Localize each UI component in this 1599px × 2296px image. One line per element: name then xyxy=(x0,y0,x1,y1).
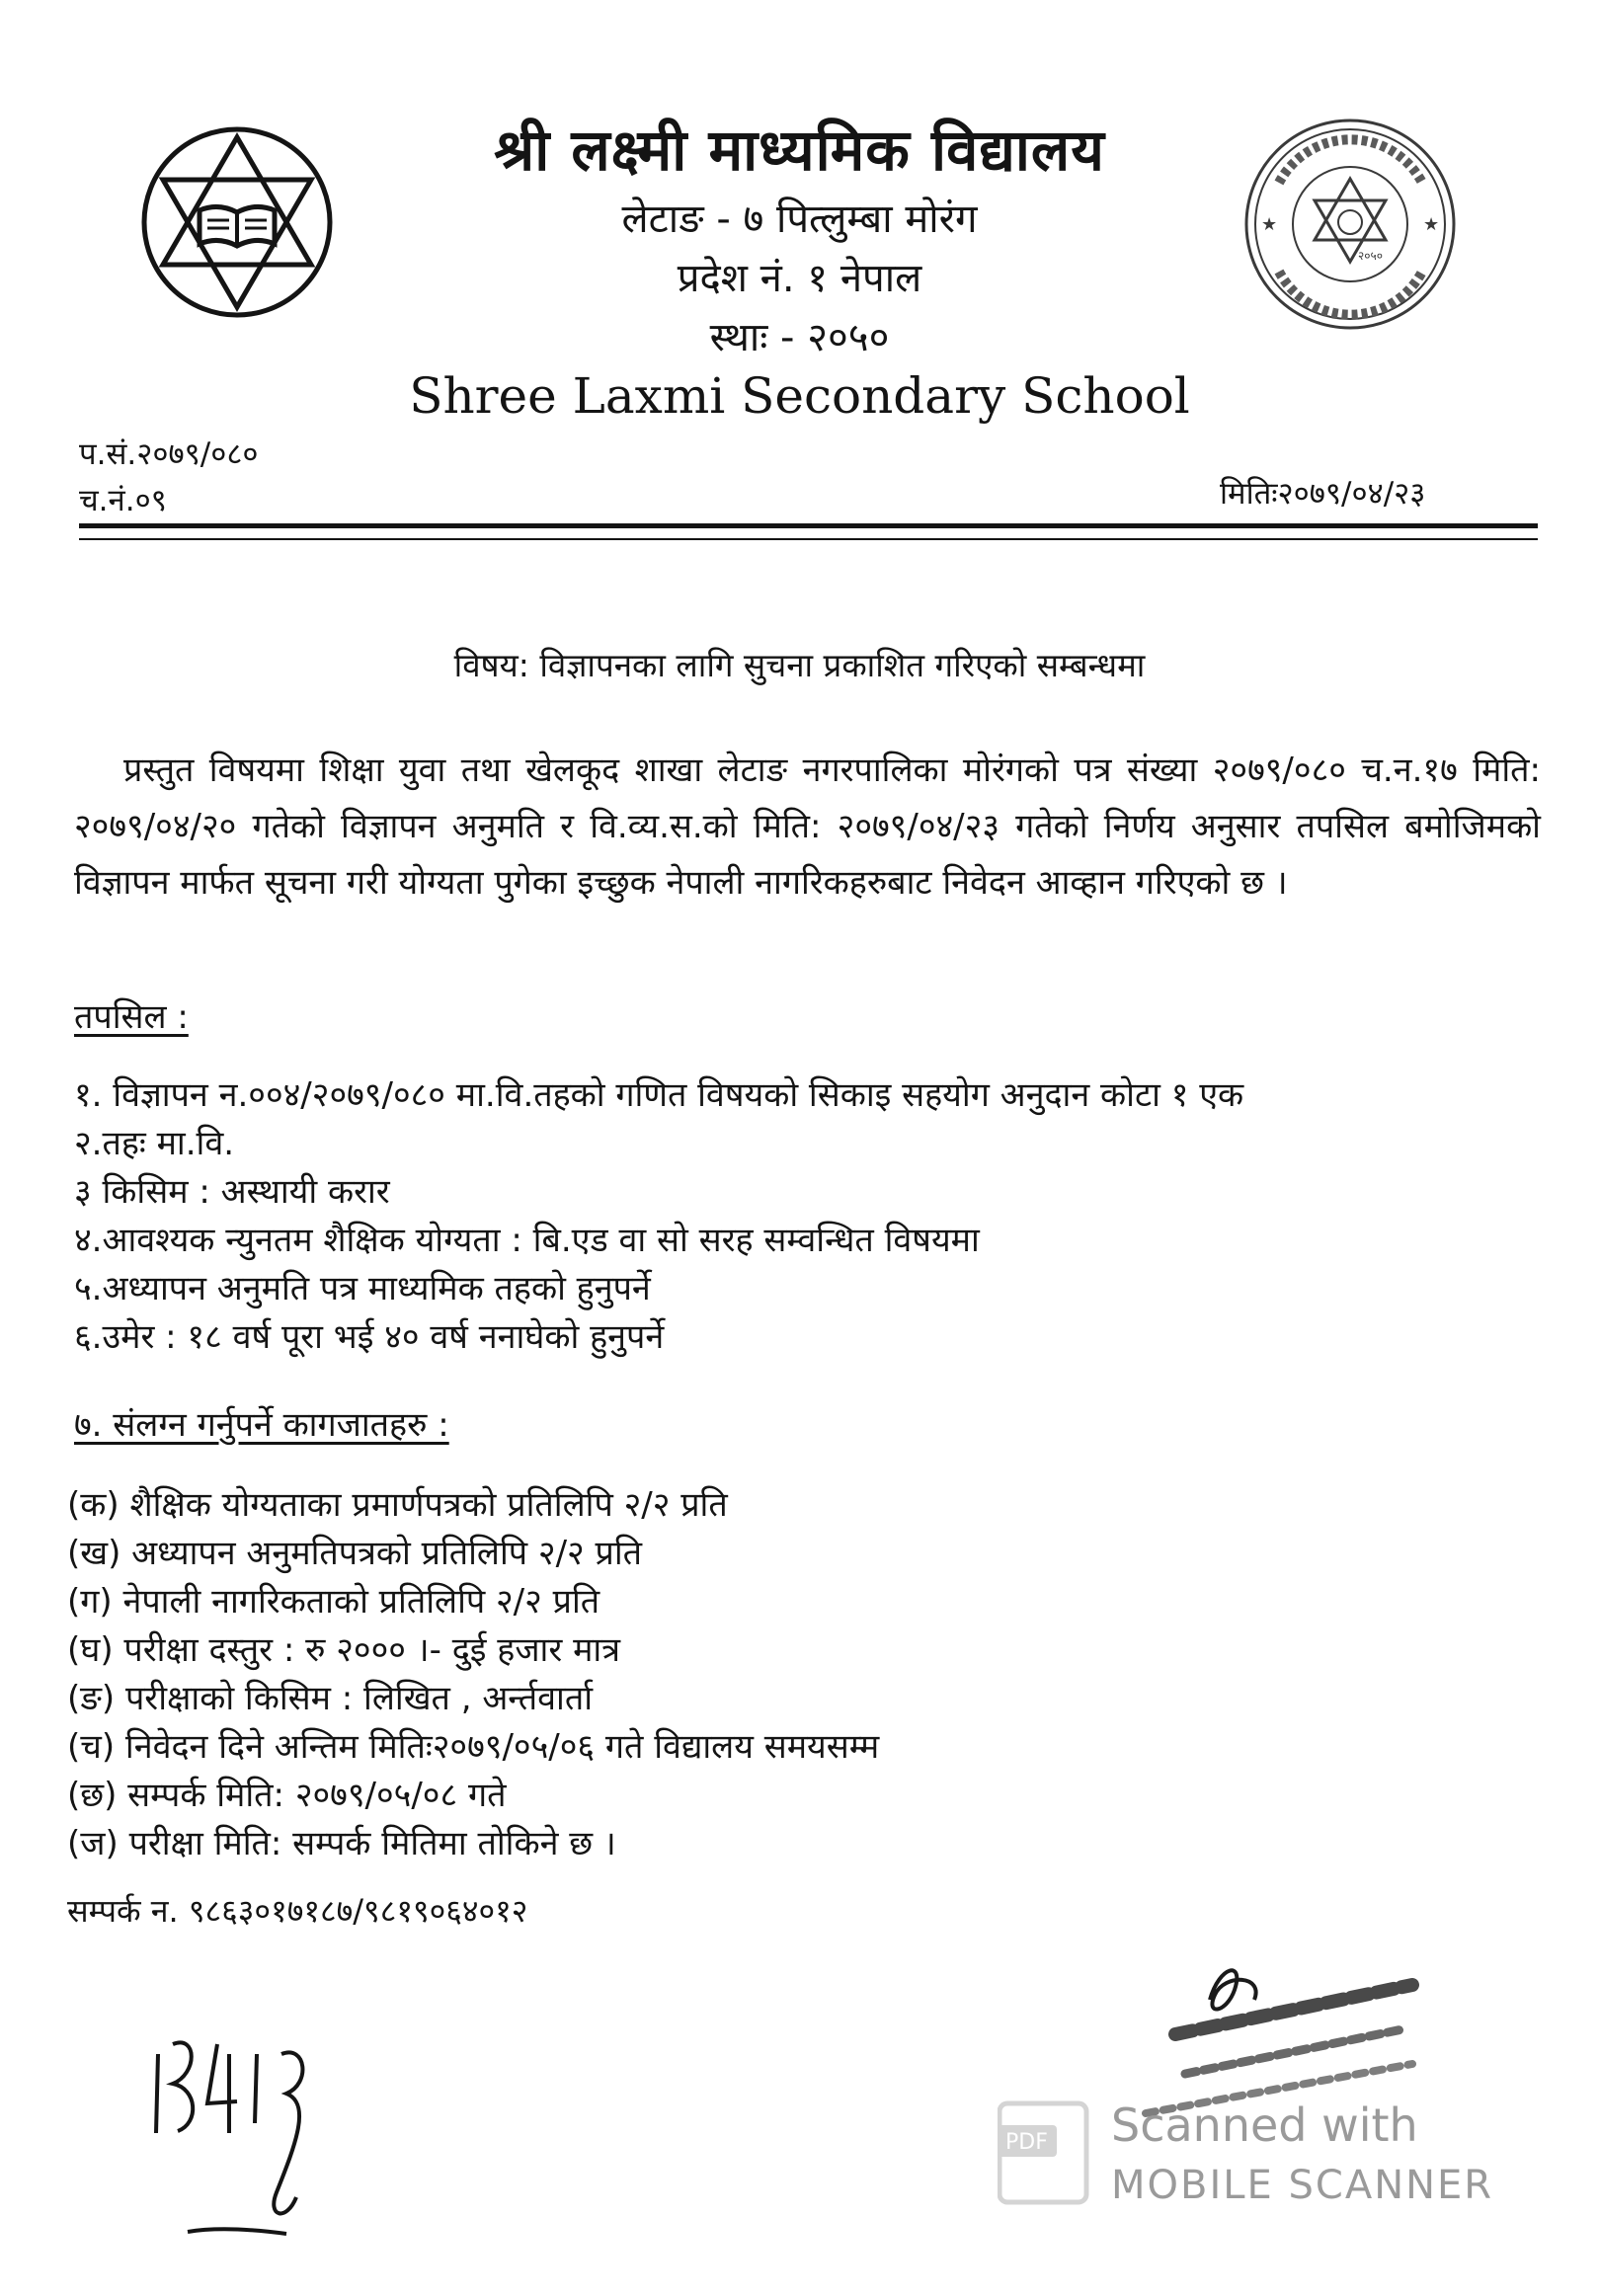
watermark-badge: PDF xyxy=(1005,2130,1048,2155)
established-year: स्थाः - २०५० xyxy=(709,315,890,360)
address-line-2: प्रदेश नं. १ नेपाल xyxy=(677,256,922,301)
watermark-line-2: MOBILE SCANNER xyxy=(1111,2163,1494,2208)
list-item: ६.उमेर : १८ वर्ष पूरा भई ४० वर्ष ननाघेको हुनुपर्ने xyxy=(74,1317,665,1357)
documents-heading: ७. संलग्न गर्नुपर्ने कागजातहरु : xyxy=(74,1405,449,1445)
reference-cn: च.नं.०९ xyxy=(79,483,167,518)
body-paragraph-text: प्रस्तुत विषयमा शिक्षा युवा तथा खेलकूद शाखा लेटाङ नगरपालिका मोरंगको पत्र संख्या २०७९/०८० च.न.१७ मिति: २०७९/०४/२० गतेको विज्ञापन अनुमति र वि.व्य.स.को मिति: २०७९/०४/२३ गतेको निर्णय अनुसार तपसिल बमोजिमको विज्ञापन मार्फत सूचना गरी योग्यता पुगेका इच्छुक नेपाली नागरिकहरुबाट निवेदन आव्हान गरिएको छ । xyxy=(74,751,1541,903)
contact-numbers: सम्पर्क न. ९८६३०१७१८७/९८१९०६४०१२ xyxy=(67,1892,528,1930)
list-item: (ग) नेपाली नागरिकताको प्रतिलिपि २/२ प्रति xyxy=(67,1582,600,1622)
subject-line: विषय: विज्ञापनका लागि सुचना प्रकाशित गरिएको सम्बन्धमा xyxy=(453,646,1146,684)
list-item: (ख) अध्यापन अनुमतिपत्रको प्रतिलिपि २/२ प्रति xyxy=(67,1534,643,1573)
list-item: (ङ) परीक्षाको किसिम : लिखित , अर्न्तवार्ता xyxy=(67,1679,594,1718)
watermark-line-1: Scanned with xyxy=(1111,2098,1418,2152)
list-item: ४.आवश्यक न्युनतम शैक्षिक योग्यता : बि.एड वा सो सरह सम्वन्धित विषयमा xyxy=(74,1221,980,1260)
list-item: (ज) परीक्षा मिति: सम्पर्क मितिमा तोकिने छ । xyxy=(67,1824,616,1863)
svg-text:★: ★ xyxy=(1423,214,1440,235)
details-list xyxy=(74,1071,1243,1362)
school-seal-stamp xyxy=(1239,114,1462,336)
list-item: ३ किसिम : अस्थायी करार xyxy=(74,1172,390,1212)
list-item: (च) निवेदन दिने अन्तिम मितिः२०७९/०५/०६ गते विद्यालय समयसम्म xyxy=(67,1727,880,1767)
list-item: १. विज्ञापन न.००४/२०७९/०८० मा.वि.तहको गणित विषयको सिकाइ सहयोग अनुदान कोटा १ एक xyxy=(74,1075,1244,1115)
reference-ps: प.सं.२०७९/०८० xyxy=(79,436,259,472)
letter-date: मितिः२०७९/०४/२३ xyxy=(1220,476,1426,512)
list-item: २.तहः मा.वि. xyxy=(74,1124,235,1163)
address-line-1: लेटाङ - ७ पित्लुम्बा मोरंग xyxy=(621,197,978,242)
school-name-english: Shree Laxmi Secondary School xyxy=(409,367,1190,425)
documents-list xyxy=(67,1481,879,1868)
header-rule-thin xyxy=(79,538,1538,540)
list-item: (छ) सम्पर्क मिति: २०७९/०५/०८ गते xyxy=(67,1776,507,1815)
handwritten-signature xyxy=(138,2015,356,2261)
svg-text:★: ★ xyxy=(1261,214,1278,235)
body-paragraph xyxy=(74,743,1541,911)
school-name: श्री लक्ष्मी माध्यमिक विद्यालय xyxy=(494,117,1105,184)
list-item: ५.अध्यापन अनुमति पत्र माध्यमिक तहको हुनुपर्ने xyxy=(74,1269,651,1308)
header-rule-thick xyxy=(79,523,1538,528)
list-item: (क) शैक्षिक योग्यताका प्रमार्णपत्रको प्रतिलिपि २/२ प्रति xyxy=(67,1485,728,1525)
details-heading: तपसिल : xyxy=(74,997,189,1037)
list-item: (घ) परीक्षा दस्तुर : रु २००० ।- दुई हजार मात्र xyxy=(67,1630,620,1670)
svg-text:२०५०: २०५० xyxy=(1358,249,1383,263)
